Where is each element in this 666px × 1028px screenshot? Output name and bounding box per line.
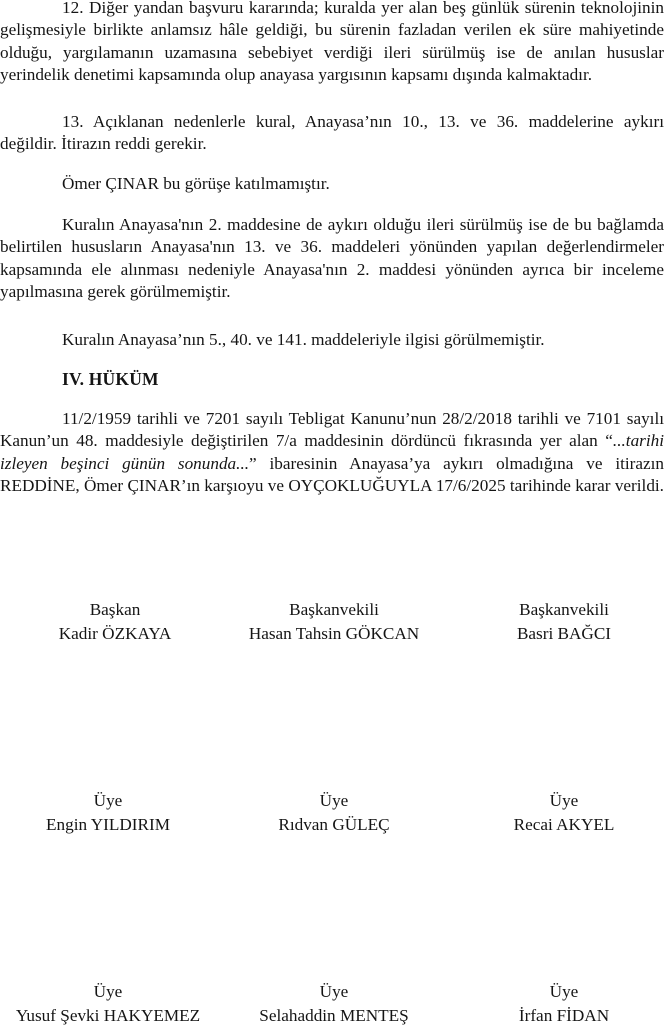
signature-name: Basri BAĞCI <box>516 624 612 643</box>
section-heading: IV. HÜKÜM <box>62 369 159 389</box>
signature-name: Yusuf Şevki HAKYEMEZ <box>15 1006 201 1025</box>
paragraph-12 <box>0 0 664 87</box>
signature-name: Engin YILDIRIM <box>46 815 170 834</box>
signature-member-4 <box>0 980 228 1028</box>
signature-name: İrfan FİDAN <box>518 1006 610 1025</box>
signature-vice-president-2 <box>444 598 666 646</box>
article-2-paragraph-text: Kuralın Anayasa'nın 2. maddesine de aykırı olduğu ileri sürülmüş ise de bu bağlamda belirtilen hususların Anayasa'nın 13. ve 36. maddeleri yönünden yapılan değerlendirmeler kapsamında ele alınması nedeniyle Anayasa'nın 2. maddesi yönünden ayrıca bir inceleme yapılmasına gerek görülmemiştir. <box>0 215 664 302</box>
paragraph-13-text: 13. Açıklanan nedenlerle kural, Anayasa’nın 10., 13. ve 36. maddelerine aykırı değildir. İtirazın reddi gerekir. <box>0 112 664 154</box>
unrelated-articles-paragraph <box>0 329 664 351</box>
ruling-paragraph <box>0 408 664 498</box>
signature-member-6 <box>444 980 666 1028</box>
paragraph-13 <box>0 111 664 156</box>
signature-name: Hasan Tahsin GÖKCAN <box>248 624 420 643</box>
signature-title: Üye <box>319 982 349 1001</box>
signature-name: Recai AKYEL <box>513 815 615 834</box>
signature-member-3 <box>444 789 666 837</box>
signature-title: Üye <box>549 791 579 810</box>
ruling-text-start: 11/2/1959 tarihli ve 7201 sayılı Tebligat Kanunu’nun 28/2/2018 tarihli ve 7101 sayılı Kanun’un 48. maddesiyle değiştirilen 7/a maddesinin dördüncü fıkrasında yer alan “ <box>0 409 664 451</box>
signature-president <box>0 598 235 646</box>
signature-name: Kadir ÖZKAYA <box>58 624 172 643</box>
ruling-quoted-phrase: ...tarihi izleyen beşinci günün sonunda... <box>0 431 664 473</box>
signature-title: Başkanvekili <box>289 600 379 619</box>
signature-title: Başkan <box>89 600 141 619</box>
signature-name: Selahaddin MENTEŞ <box>259 1006 409 1025</box>
dissent-note-text: Ömer ÇINAR bu görüşe katılmamıştır. <box>62 174 330 193</box>
signature-title: Üye <box>93 791 123 810</box>
signature-member-5 <box>214 980 454 1028</box>
signature-title: Üye <box>549 982 579 1001</box>
signature-title: Üye <box>319 791 349 810</box>
ruling-text-end: ” ibaresinin Anayasa’ya aykırı olmadığına ve itirazın REDDİNE, Ömer ÇINAR’ın karşıoyu ve OYÇOKLUĞUYLA 17/6/2025 tarihinde karar verildi. <box>0 453 664 496</box>
signature-title: Başkanvekili <box>519 600 609 619</box>
signature-title: Üye <box>93 982 123 1001</box>
unrelated-articles-text: Kuralın Anayasa’nın 5., 40. ve 141. maddeleriyle ilgisi görülmemiştir. <box>62 330 545 349</box>
paragraph-12-text: 12. Diğer yandan başvuru kararında; kuralda yer alan beş günlük sürenin teknolojinin gelişmesiyle birlikte anlamsız hâle geldiği, bu sürenin fazladan verilen ek süre mahiyetinde olduğu, yargılamanın uzamasına sebebiyet verdiği ileri sürülmüş ise de anılan hususlar yerindelik denetimi kapsamında olup anayasa yargısının kapsamı dışında kalmaktadır. <box>0 0 664 85</box>
signature-vice-president-1 <box>214 598 454 646</box>
article-2-paragraph <box>0 214 664 304</box>
signature-name: Rıdvan GÜLEÇ <box>278 815 390 834</box>
signature-member-2 <box>214 789 454 837</box>
signature-member-1 <box>0 789 228 837</box>
dissent-note <box>0 173 664 195</box>
